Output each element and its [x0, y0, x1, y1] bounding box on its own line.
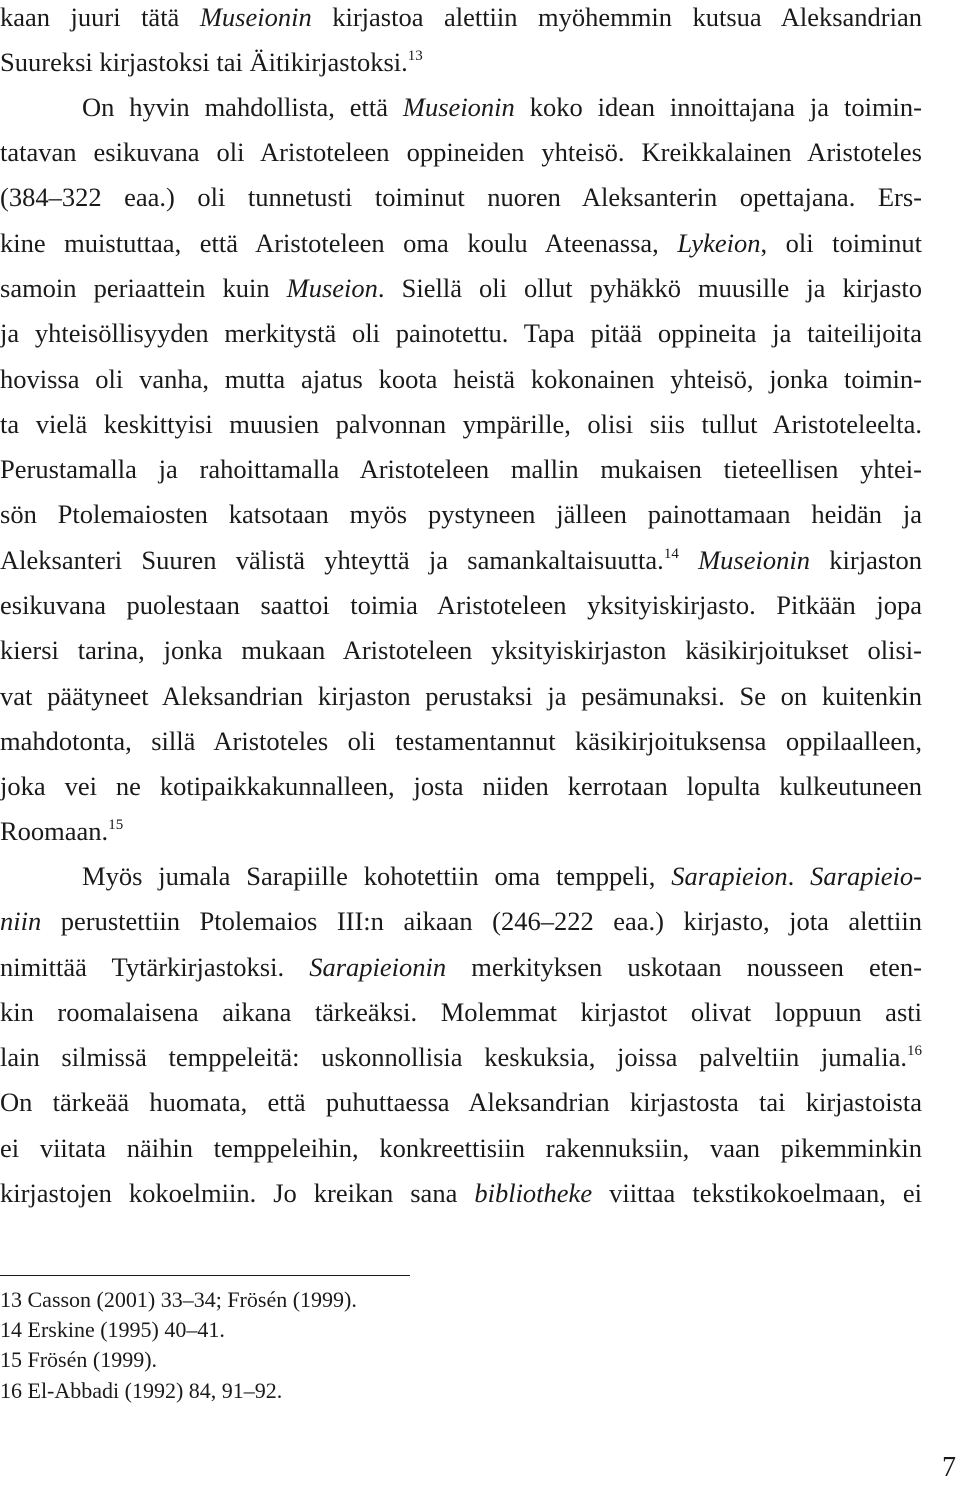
text-segment: Aleksanteri Suuren välistä yhteyttä ja samankaltaisuutta. — [0, 545, 664, 575]
text-segment: tatavan esikuvana oli Aristoteleen oppineiden yhteisö. Kreikkalainen Aristoteles — [0, 137, 922, 167]
text-segment: nimittää Tytärkirjastoksi. — [0, 952, 310, 982]
text-segment: perustettiin Ptolemaios III:n aikaan (246–222 eaa.) kirjasto, jota alettiin — [41, 906, 922, 936]
body-line — [0, 452, 922, 486]
body-line — [0, 226, 922, 260]
italic-text: Sarapieionin — [309, 952, 447, 982]
text-segment: sön Ptolemaiosten katsotaan myös pystyneen jälleen painottamaan heidän ja — [0, 499, 922, 529]
footnote: 16 El-Abbadi (1992) 84, 91–92. — [0, 1378, 283, 1403]
body-line — [0, 1131, 922, 1165]
body-line — [0, 633, 922, 667]
footnote-reference: 15 — [108, 817, 124, 833]
body-line — [0, 543, 922, 577]
text-segment: koko idean innoittajana ja toimin- — [514, 92, 922, 122]
text-segment: Suureksi kirjastoksi tai Äitikirjastoksi. — [0, 47, 408, 77]
body-line — [0, 0, 922, 34]
body-line — [82, 859, 922, 893]
text-segment — [679, 545, 698, 575]
body-line — [0, 724, 922, 758]
body-line — [0, 588, 922, 622]
text-segment: lain silmissä temppeleitä: uskonnollisia keskuksia, joissa palveltiin jumalia. — [0, 1042, 907, 1072]
text-segment: . Siellä oli ollut pyhäkkö muusille ja kirjasto — [377, 273, 922, 303]
footnote: 14 Erskine (1995) 40–41. — [0, 1317, 225, 1342]
body-line — [82, 90, 922, 124]
italic-text: Museionin — [402, 92, 515, 122]
italic-text: Sarapieio- — [810, 861, 922, 891]
text-segment: kirjaston — [809, 545, 923, 575]
text-segment: . — [787, 861, 811, 891]
text-segment: viittaa tekstikokoelmaan, ei — [592, 1178, 923, 1208]
italic-text: Sarapieion — [671, 861, 788, 891]
text-segment: ei viitata näihin temppeleihin, konkreettisiin rakennuksiin, vaan pikemminkin — [0, 1133, 922, 1163]
text-segment: kin roomalaisena aikana tärkeäksi. Molemmat kirjastot olivat loppuun asti — [0, 997, 922, 1027]
footnote-reference: 13 — [407, 48, 423, 64]
body-line — [0, 316, 922, 350]
italic-text: Museionin — [698, 545, 810, 575]
text-segment: kaan juuri tätä — [0, 2, 200, 32]
body-line — [0, 407, 922, 441]
text-segment: esikuvana puolestaan saattoi toimia Aristoteleen yksityiskirjasto. Pitkään jopa — [0, 590, 922, 620]
text-segment: kirjastojen kokoelmiin. Jo kreikan sana — [0, 1178, 475, 1208]
text-segment: hovissa oli vanha, mutta ajatus koota heistä kokonainen yhteisö, jonka toimin- — [0, 364, 922, 394]
text-segment: kirjastoa alettiin myöhemmin kutsua Aleksandrian — [311, 2, 923, 32]
text-segment: (384–322 eaa.) oli tunnetusti toiminut nuoren Aleksanterin opettajana. Ers- — [0, 182, 922, 212]
body-line — [0, 814, 922, 848]
body-line — [0, 180, 922, 214]
body-line — [0, 1085, 922, 1119]
footnote: 13 Casson (2001) 33–34; Frösén (1999). — [0, 1287, 357, 1312]
body-line — [0, 45, 922, 79]
body-line — [0, 1176, 922, 1210]
footnote-separator — [0, 1275, 410, 1276]
body-line — [0, 995, 922, 1029]
text-segment: Roomaan. — [0, 816, 109, 846]
page-number: 7 — [942, 1452, 956, 1483]
body-line — [0, 1040, 922, 1074]
italic-text: Lykeion — [677, 228, 761, 258]
text-segment: kiersi tarina, jonka mukaan Aristoteleen yksityiskirjaston käsikirjoitukset olisi- — [0, 635, 922, 665]
body-line — [0, 679, 922, 713]
text-segment: kine muistuttaa, että Aristoteleen oma koulu Ateenassa, — [0, 228, 678, 258]
body-line — [0, 904, 922, 938]
text-segment: ja yhteisöllisyyden merkitystä oli painotettu. Tapa pitää oppineita ja taiteilijoita — [0, 318, 922, 348]
body-line — [0, 497, 922, 531]
text-segment: ta vielä keskittyisi muusien palvonnan ympärille, olisi siis tullut Aristoteleelta. — [0, 409, 922, 439]
text-segment: mahdotonta, sillä Aristoteles oli testamentannut käsikirjoituksensa oppilaalleen, — [0, 726, 922, 756]
italic-text: Museionin — [199, 2, 312, 32]
text-segment: merkityksen uskotaan nousseen eten- — [446, 952, 923, 982]
text-segment: On tärkeää huomata, että puhuttaessa Aleksandrian kirjastosta tai kirjastoista — [0, 1087, 922, 1117]
italic-text: Museion — [286, 273, 378, 303]
italic-text: bibliotheke — [474, 1178, 593, 1208]
text-segment: , oli toiminut — [760, 228, 922, 258]
footnote-reference: 16 — [907, 1043, 922, 1059]
footnote: 15 Frösén (1999). — [0, 1347, 158, 1372]
text-segment: On hyvin mahdollista, että — [82, 92, 403, 122]
body-line — [0, 769, 922, 803]
text-segment: samoin periaattein kuin — [0, 273, 287, 303]
text-segment: joka vei ne kotipaikkakunnalleen, josta niiden kerrotaan lopulta kulkeutuneen — [0, 771, 922, 801]
footnote-reference: 14 — [663, 546, 679, 562]
text-segment: Myös jumala Sarapiille kohotettiin oma temppeli, — [82, 861, 672, 891]
text-segment: Perustamalla ja rahoittamalla Aristoteleen mallin mukaisen tieteellisen yhtei- — [0, 454, 922, 484]
body-line — [0, 950, 922, 984]
body-line — [0, 362, 922, 396]
body-line — [0, 271, 922, 305]
text-segment: vat päätyneet Aleksandrian kirjaston perustaksi ja pesämunaksi. Se on kuitenkin — [0, 681, 922, 711]
italic-text: niin — [0, 906, 42, 936]
body-line — [0, 135, 922, 169]
